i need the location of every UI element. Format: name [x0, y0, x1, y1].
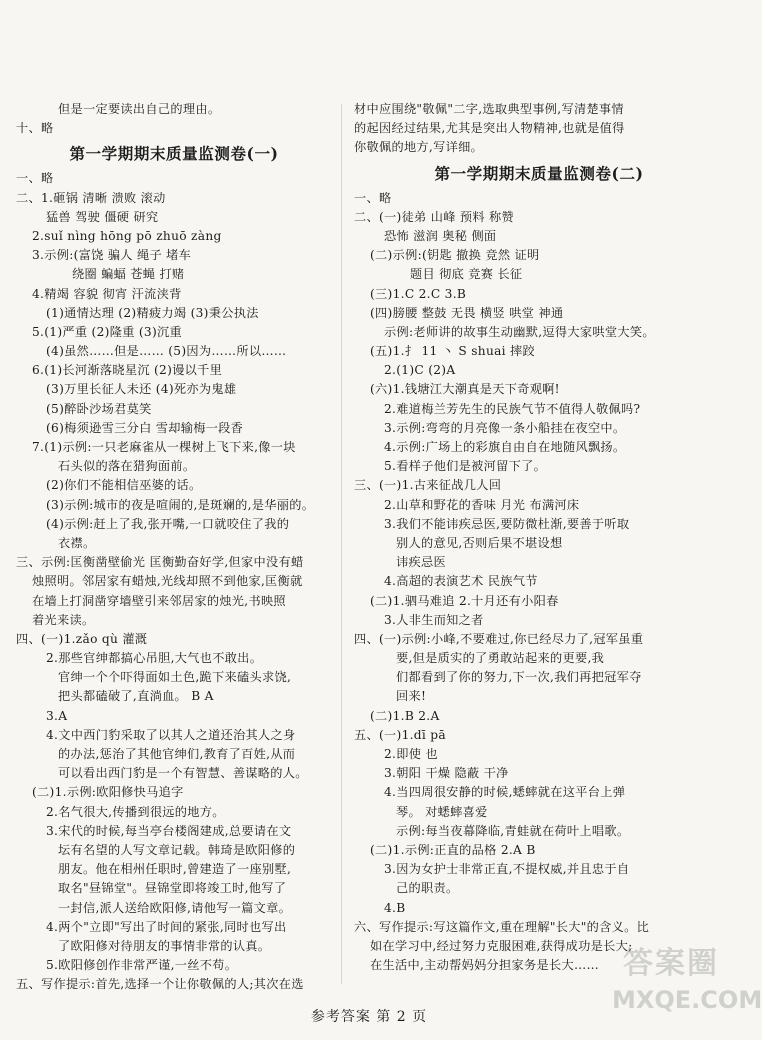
left-answer-line: (2)你们不能相信巫婆的话。 — [46, 478, 202, 493]
left-answer-line: 四、(一)1.zǎo qù 灌溉 — [16, 631, 148, 646]
left-answer-line: (4)示例:赶上了我,张开嘴,一口就咬住了我的 — [46, 516, 290, 531]
left-column — [10, 100, 338, 994]
right-answer-line: 如在学习中,经过努力克服困难,获得成功是长大; — [370, 938, 633, 953]
right-answer-line: 一、略 — [354, 190, 392, 205]
left-answer-line: 5.(1)严重 (2)隆重 (3)沉重 — [32, 324, 182, 339]
left-answer-line: 官绅一个个吓得面如土色,跪下来磕头求饶, — [58, 670, 292, 685]
section-title: 第一学期期末质量监测卷(二) — [434, 163, 644, 183]
left-answer-line: 石头似的落在猎狗面前。 — [58, 459, 196, 474]
left-answer-line: 朋友。他在相州任职时,曾建造了一座别墅, — [58, 862, 292, 877]
right-answer-line: 示例:每当夜幕降临,青蛙就在荷叶上唱歌。 — [396, 823, 630, 838]
right-answer-line: 在生活中,主动帮妈妈分担家务是长大…… — [370, 958, 599, 973]
left-answer-line: 3.示例:(富饶 骗人 绳子 堵车 — [32, 248, 192, 263]
left-answer-line: 2.名气很大,传播到很远的地方。 — [46, 804, 225, 819]
right-answer-line: 三、(一)1.古来征战几人回 — [354, 478, 502, 493]
right-answer-line: 五、(一)1.dī pā — [354, 727, 446, 742]
right-answer-line: 3.我们不能讳疾忌医,要防微杜渐,要善于听取 — [384, 516, 630, 531]
left-answer-line: 4.文中西门豹采取了以其人之道还治其人之身 — [46, 727, 296, 742]
left-answer-line: 5.欧阳修创作非常严谨,一丝不苟。 — [46, 958, 238, 973]
right-answer-line: 4.B — [384, 900, 406, 915]
right-answer-line: 六、写作提示:写这篇作文,重在理解"长大"的含义。比 — [354, 919, 650, 934]
watermark-logo-text: 答案圈 — [623, 946, 719, 981]
right-answer-line: 二、(一)徒弟 山峰 预料 称赞 — [354, 209, 514, 224]
left-answer-line: (3)示例:城市的夜是喧闹的,是斑斓的,是华丽的。 — [46, 497, 315, 512]
watermark — [612, 938, 762, 1034]
right-answer-line: (五)1.扌 11 丶 S shuai 摔跤 — [370, 344, 536, 359]
left-answer-line: 坛有名望的人写文章记载。韩琦是欧阳修的 — [58, 842, 296, 857]
right-answer-line: 2.难道梅兰芳先生的民族气节不值得人敬佩吗? — [384, 401, 641, 416]
right-answer-line: 3.因为女护士非常正直,不提权威,并且忠于自 — [384, 862, 630, 877]
left-answer-line: 着光来读。 — [32, 612, 95, 627]
right-answer-line: 2.即使 也 — [384, 747, 438, 761]
left-answer-line: (二)1.示例:欧阳修快马追字 — [32, 785, 184, 800]
right-answer-line: 5.看样子他们是被河留下了。 — [384, 459, 547, 474]
right-answer-line: 材中应围绕"敬佩"二字,选取典型事例,写清楚事情 — [354, 102, 624, 116]
left-answer-line: 可以看出西门豹是一个有智慧、善谋略的人。 — [58, 766, 308, 781]
left-answer-line: 烛照明。邻居家有蜡烛,光线却照不到他家,匡衡就 — [32, 574, 303, 589]
left-answer-line: 4.两个"立即"写出了时间的紧张,同时也写出 — [46, 919, 287, 934]
section-title: 第一学期期末质量监测卷(一) — [69, 144, 279, 164]
left-answer-line: (1)通情达理 (2)精疲力竭 (3)秉公执法 — [46, 305, 259, 320]
right-answer-line: 们都看到了你的努力,下一次,我们再把冠军夺 — [396, 670, 642, 685]
right-answer-line: 3.人非生而知之者 — [384, 612, 484, 627]
left-answer-line: 3.宋代的时候,每当亭台楼阁建成,总要请在文 — [46, 823, 292, 838]
right-answer-line: (二)1.驷马难追 2.十月还有小阳春 — [370, 593, 559, 608]
column-divider — [341, 104, 342, 984]
left-answer-line: 十、略 — [16, 121, 54, 136]
left-answer-line: (4)虽然……但是…… (5)因为……所以…… — [46, 344, 287, 359]
right-answer-line: 2.(1)C (2)A — [384, 363, 456, 378]
right-answer-line: 题目 彻底 竞赛 长征 — [410, 267, 523, 282]
right-answer-line: 琴。 对蟋蟀喜爱 — [396, 804, 488, 819]
left-answer-line: 2.那些官绅都搞心吊胆,大气也不敢出。 — [46, 651, 263, 666]
left-answer-line: 2.suǐ nìng hōng pō zhuō zàng — [32, 228, 222, 243]
page-footer: 参考答案 第 2 页 — [310, 1009, 428, 1025]
right-answer-line: (二)1.B 2.A — [370, 708, 440, 723]
right-answer-line: 要,但是质实的了勇敢站起来的更要,我 — [396, 651, 605, 666]
left-answer-line: 一封信,派人送给欧阳修,请他写一篇文章。 — [58, 900, 292, 915]
right-answer-line: (三)1.C 2.C 3.B — [370, 286, 467, 301]
right-answer-line: (二)1.示例:正直的品格 2.A B — [370, 842, 536, 857]
right-answer-line: 己的职责。 — [396, 881, 459, 896]
right-answer-line: 4.示例:广场上的彩旗自由自在地随风飘扬。 — [384, 440, 626, 454]
left-answer-line: 6.(1)长河渐落晓星沉 (2)谩以千里 — [32, 363, 223, 378]
left-answer-line: 了欧阳修对待朋友的事情非常的认真。 — [58, 938, 271, 953]
right-answer-line: 别人的意见,否则后果不堪设想 — [396, 535, 563, 550]
right-answer-line: 恐怖 滋润 奥秘 侧面 — [384, 228, 497, 243]
left-answer-line: 五、写作提示:首先,选择一个让你敬佩的人;其次在选 — [16, 977, 304, 992]
right-answer-line: 示例:老师讲的故事生动幽默,逗得大家哄堂大笑。 — [384, 324, 655, 339]
left-answer-line: 取名"昼锦堂"。昼锦堂即将竣工时,他写了 — [58, 881, 287, 896]
right-answer-line: (六)1.钱塘江大潮真是天下奇观啊! — [370, 382, 560, 397]
right-answer-line: 2.山草和野花的香味 月光 布满河床 — [384, 497, 580, 512]
right-answer-line: 3.朝阳 干燥 隐蔽 干净 — [384, 766, 509, 781]
left-answer-line: (5)醉卧沙场君莫笑 — [46, 401, 152, 416]
right-answer-line: (二)示例:(钥匙 撤换 竞然 证明 — [370, 248, 540, 263]
right-answer-line: 4.当四周很安静的时候,蟋蟀就在这平台上弹 — [384, 785, 626, 800]
right-answer-line: 的起因经过结果,尤其是突出人物精神,也就是值得 — [354, 121, 625, 136]
right-answer-line: 回来! — [396, 689, 427, 704]
right-answer-line: 4.高超的表演艺术 民族气节 — [384, 574, 538, 589]
left-answer-line: 把头都磕破了,直淌血。 B A — [58, 689, 214, 704]
left-answer-line: 3.A — [46, 708, 68, 723]
right-answer-line: 讳疾忌医 — [396, 555, 446, 570]
left-answer-line: 4.精竭 容貌 彻宵 汗流浃背 — [32, 286, 182, 301]
left-answer-line: (6)梅须逊雪三分白 雪却输梅一段香 — [46, 420, 244, 435]
left-answer-line: 的办法,惩治了其他官绅们,教育了百姓,从而 — [58, 747, 296, 761]
right-answer-line: (四)膀腰 整鼓 无畏 横竖 哄堂 神通 — [370, 305, 564, 320]
left-answer-line: (3)万里长征人未还 (4)死亦为鬼雄 — [46, 382, 237, 397]
right-answer-line: 你敬佩的地方,写详细。 — [354, 140, 484, 155]
left-answer-line: 猛兽 驾驶 僵硬 研究 — [46, 209, 159, 224]
left-answer-line: 绕圈 蝙蝠 苍蝇 打赌 — [72, 267, 185, 282]
left-answer-line: 7.(1)示例:一只老麻雀从一棵树上飞下来,像一块 — [32, 440, 296, 454]
left-answer-line: 但是一定要读出自己的理由。 — [58, 102, 221, 116]
right-column — [348, 100, 730, 975]
left-answer-line: 一、略 — [16, 171, 54, 186]
left-answer-line: 在墙上打洞凿穿墙壁引来邻居家的烛光,书映照 — [32, 593, 286, 608]
right-answer-line: 四、(一)示例:小峰,不要难过,你已经尽力了,冠军虽重 — [354, 631, 644, 646]
right-answer-line: 3.示例:弯弯的月亮像一条小船挂在夜空中。 — [384, 420, 626, 435]
left-answer-line: 衣襟。 — [58, 535, 96, 550]
left-answer-line: 三、示例:匡衡凿壁偷光 匡衡勤奋好学,但家中没有蜡 — [16, 555, 304, 570]
watermark-url: MXQE.COM — [612, 986, 762, 1014]
left-answer-line: 二、1.砸锅 清晰 溃败 滚动 — [16, 190, 166, 205]
